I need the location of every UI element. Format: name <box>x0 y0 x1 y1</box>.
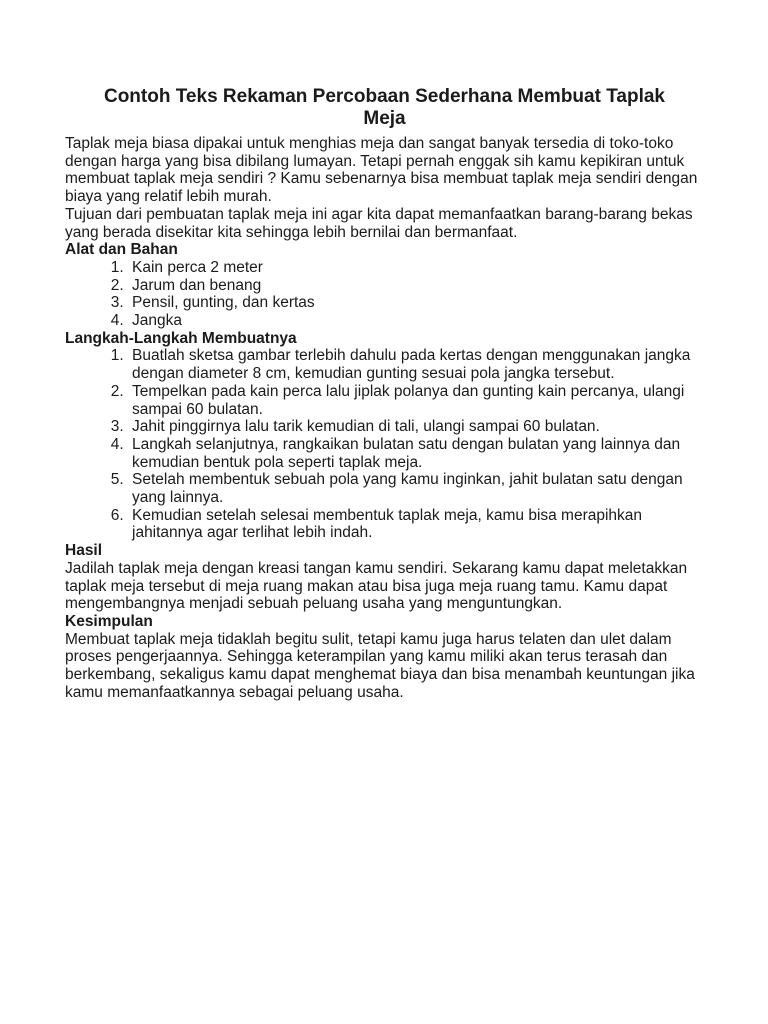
heading-langkah-langkah: Langkah-Langkah Membuatnya <box>65 329 297 347</box>
tools-list <box>65 259 704 330</box>
list-item: 2. Tempelkan pada kain perca lalu jiplak polanya dan gunting kain percanya, ulangi sampai 60 bulatan. <box>128 383 704 418</box>
list-item: 6. Kemudian setelah selesai membentuk taplak meja, kamu bisa merapihkan jahitannya agar terlihat lebih indah. <box>128 507 704 542</box>
heading-kesimpulan: Kesimpulan <box>65 612 153 630</box>
conclusion-paragraph: Membuat taplak meja tidaklah begitu sulit, tetapi kamu juga harus telaten dan ulet dalam proses pengerjaannya. Sehingga keterampilan yang kamu miliki akan terus terasah dan berkembang, sekaligus kamu dapat menghemat biaya dan bisa menambah keuntungan jika kamu memanfaatkannya sebagai peluang usaha. <box>65 630 695 701</box>
heading-alat-dan-bahan: Alat dan Bahan <box>65 241 178 259</box>
heading-hasil: Hasil <box>65 542 103 560</box>
list-item: 2. Jarum dan benang <box>128 277 704 295</box>
intro-paragraph-1: Taplak meja biasa dipakai untuk menghias meja dan sangat banyak tersedia di toko-toko dengan harga yang bisa dibilang lumayan. Tetapi pernah enggak sih kamu kepikiran untuk membuat taplak meja sendiri ? Kamu sebenarnya bisa membuat taplak meja sendiri dengan biaya yang relatif lebih murah. <box>65 135 698 206</box>
list-item: 5. Setelah membentuk sebuah pola yang kamu inginkan, jahit bulatan satu dengan yang lainnya. <box>128 471 704 506</box>
page-title: Contoh Teks Rekaman Percobaan Sederhana Membuat Taplak Meja <box>103 86 665 129</box>
list-item: 1. Kain perca 2 meter <box>128 259 704 277</box>
intro-paragraph-2: Tujuan dari pembuatan taplak meja ini agar kita dapat memanfaatkan barang-barang bekas yang berada disekitar kita sehingga lebih bernilai dan bermanfaat. <box>65 205 693 241</box>
list-item: 4. Langkah selanjutnya, rangkaikan bulatan satu dengan bulatan yang lainnya dan kemudian bentuk pola seperti taplak meja. <box>128 436 704 471</box>
result-paragraph: Jadilah taplak meja dengan kreasi tangan kamu sendiri. Sekarang kamu dapat meletakkan taplak meja tersebut di meja ruang makan atau bisa juga meja ruang tamu. Kamu dapat mengembangnya menjadi sebuah peluang usaha yang menguntungkan. <box>65 559 688 613</box>
list-item: 3. Pensil, gunting, dan kertas <box>128 294 704 312</box>
steps-list <box>65 347 704 542</box>
list-item: 3. Jahit pinggirnya lalu tarik kemudian di tali, ulangi sampai 60 bulatan. <box>128 418 704 436</box>
list-item: 1. Buatlah sketsa gambar terlebih dahulu pada kertas dengan menggunakan jangka dengan diameter 8 cm, kemudian gunting sesuai pola jangka tersebut. <box>128 347 704 382</box>
list-item: 4. Jangka <box>128 312 704 330</box>
